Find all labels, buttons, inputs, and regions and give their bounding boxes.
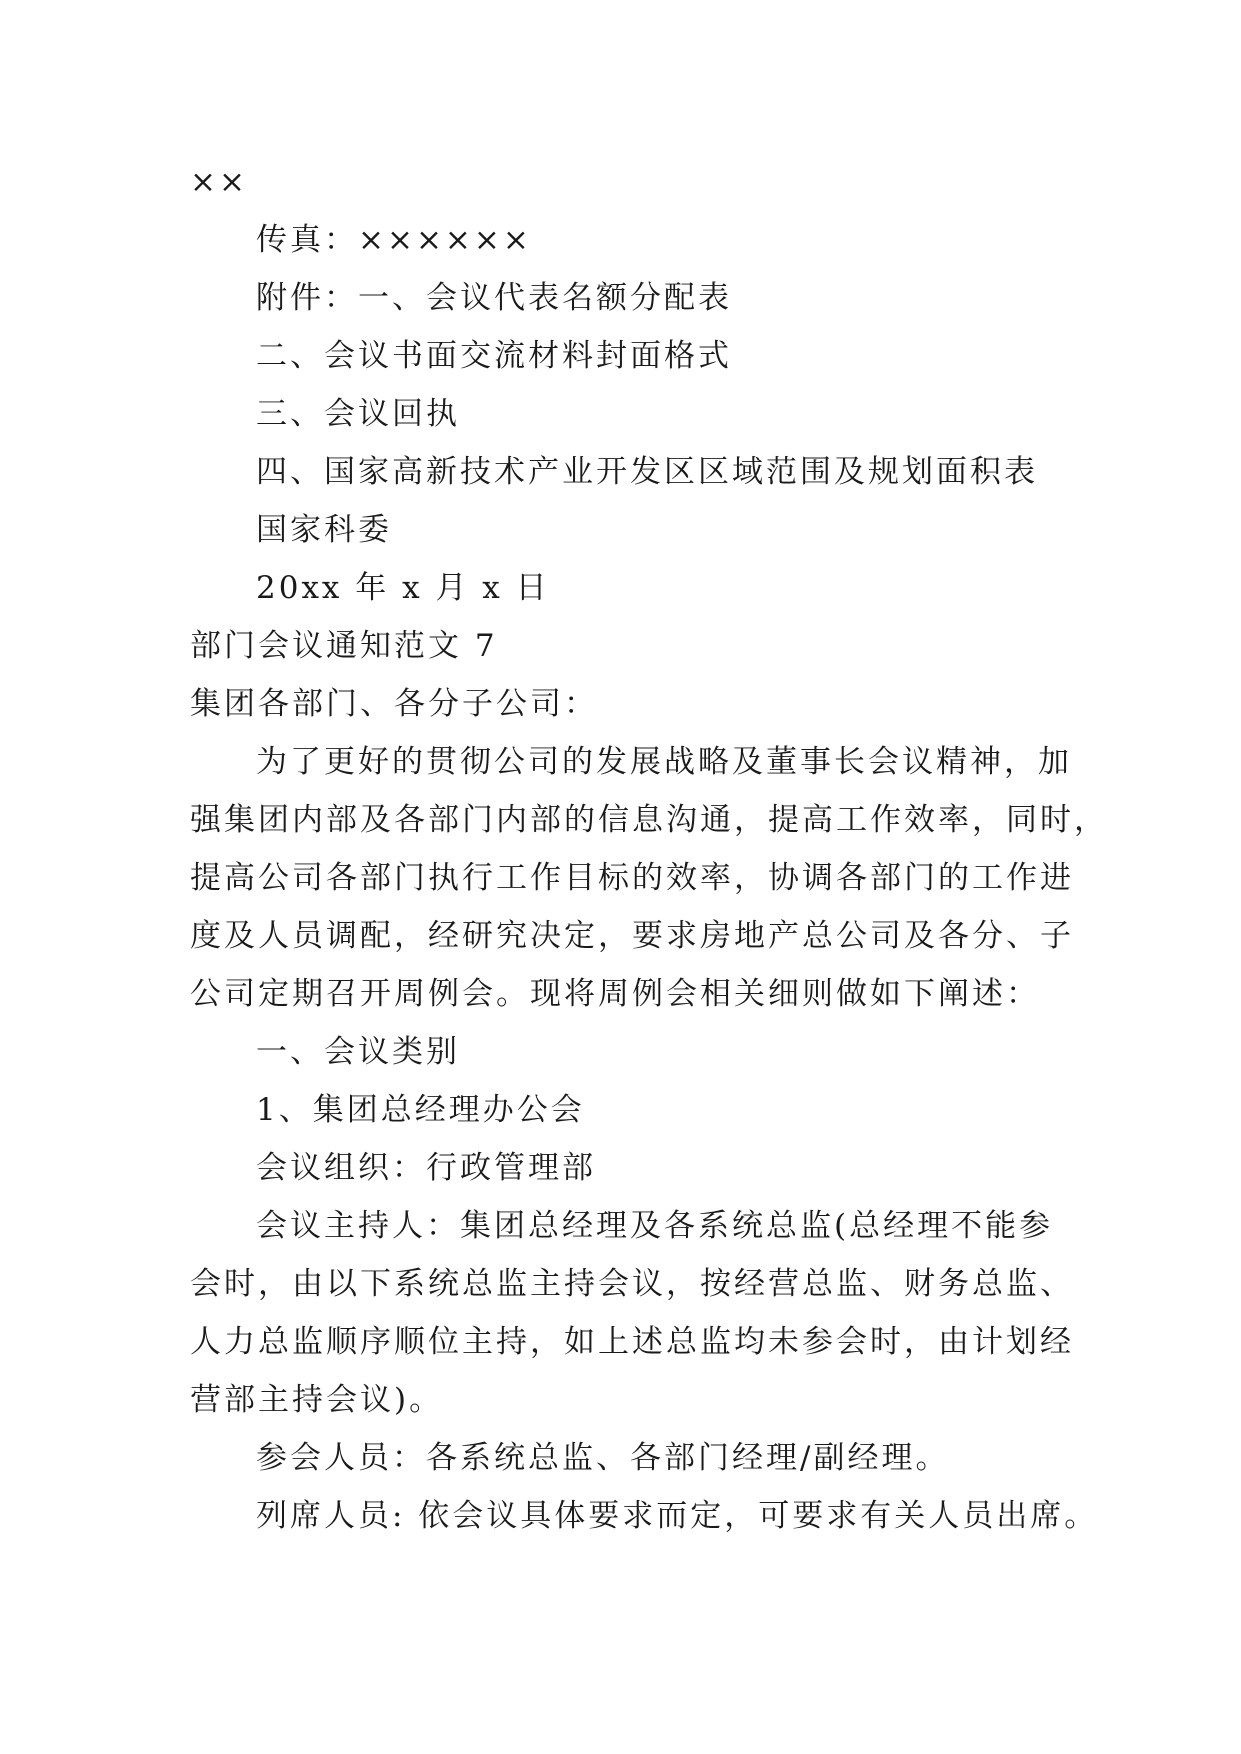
paragraph-line: 为了更好的贯彻公司的发展战略及董事长会议精神，加 — [256, 744, 1072, 780]
meeting-attendees: 参会人员：各系统总监、各部门经理/副经理。 — [256, 1440, 950, 1476]
meeting-organizer: 会议组织：行政管理部 — [256, 1150, 596, 1186]
signature-org: 国家科委 — [256, 512, 392, 548]
salutation: 集团各部门、各分子公司： — [190, 686, 598, 722]
text-line-attachment-2: 二、会议书面交流材料封面格式 — [256, 338, 732, 374]
paragraph-line: 会时，由以下系统总监主持会议，按经营总监、财务总监、 — [190, 1266, 1074, 1302]
text-line-fax: 传真：×××××× — [256, 222, 532, 258]
meeting-observers: 列席人员: 依会议具体要求而定，可要求有关人员出席。 — [256, 1498, 1099, 1534]
text-line-fax-tail: ×× — [190, 164, 248, 200]
section-title: 部门会议通知范文 7 — [190, 628, 498, 664]
paragraph-line: 强集团内部及各部门内部的信息沟通，提高工作效率，同时， — [190, 802, 1108, 838]
subheading-gm-meeting: 1、集团总经理办公会 — [256, 1092, 585, 1128]
text-line-attachment-1: 附件：一、会议代表名额分配表 — [256, 280, 732, 316]
text-line-attachment-4: 四、国家高新技术产业开发区区域范围及规划面积表 — [256, 454, 1038, 490]
paragraph-line: 度及人员调配，经研究决定，要求房地产总公司及各分、子 — [190, 918, 1074, 954]
paragraph-line: 会议主持人：集团总经理及各系统总监(总经理不能参 — [256, 1208, 1054, 1244]
heading-meeting-types: 一、会议类别 — [256, 1034, 460, 1070]
paragraph-line: 公司定期召开周例会。现将周例会相关细则做如下阐述： — [190, 976, 1040, 1012]
text-line-attachment-3: 三、会议回执 — [256, 396, 460, 432]
paragraph-line: 提高公司各部门执行工作目标的效率，协调各部门的工作进 — [190, 860, 1074, 896]
signature-date: 20xx 年 x 月 x 日 — [256, 570, 550, 606]
paragraph-line: 人力总监顺序顺位主持，如上述总监均未参会时，由计划经 — [190, 1324, 1074, 1360]
paragraph-line: 营部主持会议)。 — [190, 1382, 444, 1418]
